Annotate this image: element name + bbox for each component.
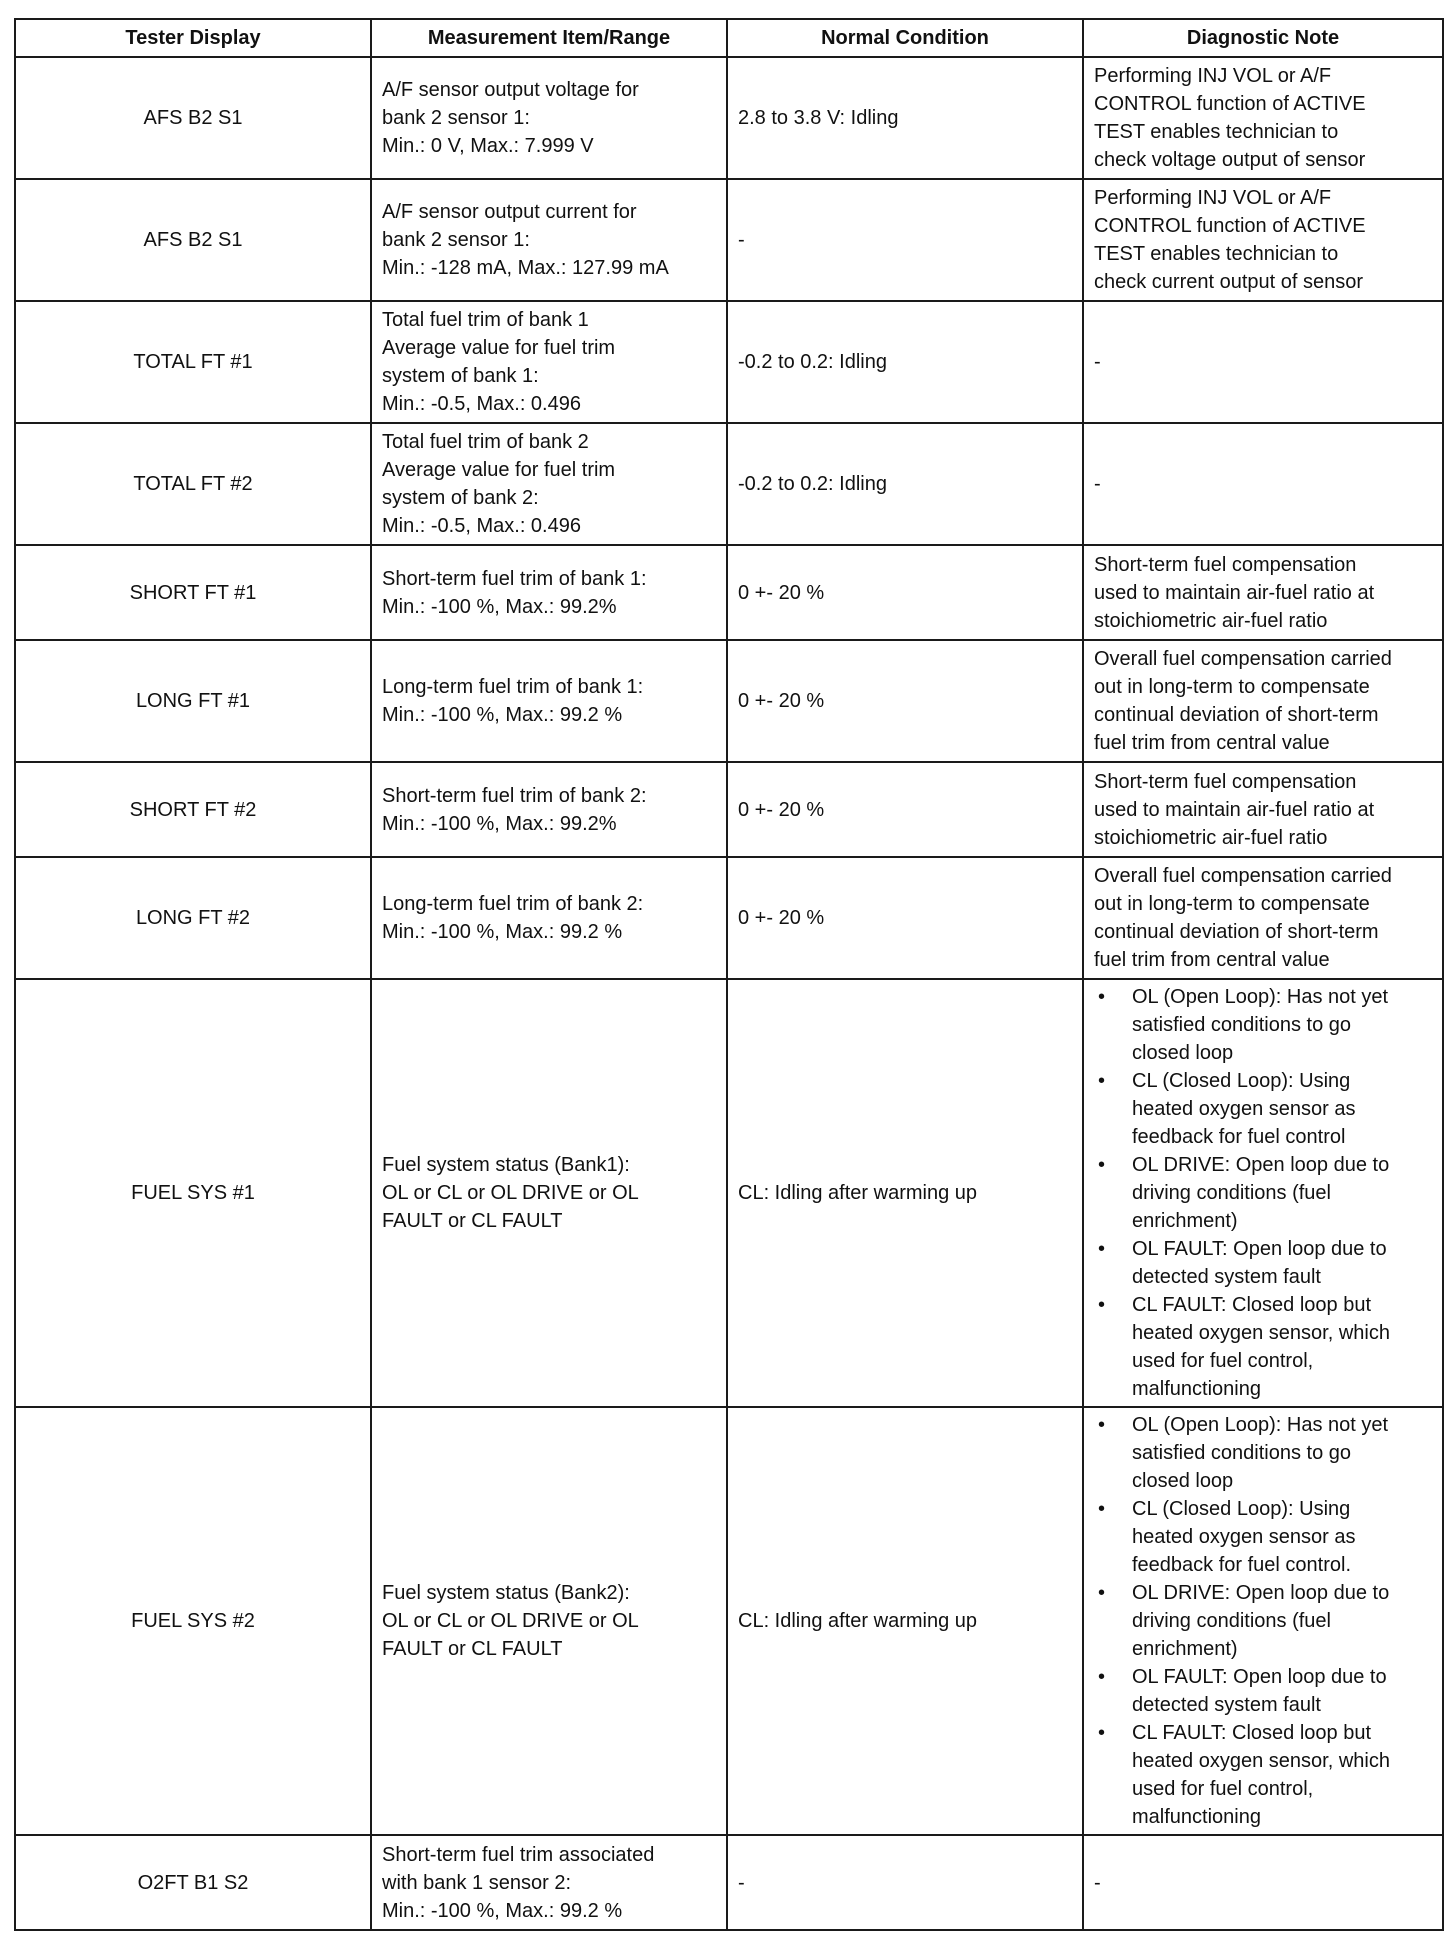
table-row bbox=[15, 301, 1443, 423]
tester-display-cell: SHORT FT #2 bbox=[15, 762, 371, 857]
bullet-item: • OL (Open Loop): Has not yet satisfied conditions to go closed loop bbox=[1094, 983, 1432, 1067]
measurement-item-cell: A/F sensor output current for bank 2 sensor 1: Min.: -128 mA, Max.: 127.99 mA bbox=[371, 179, 727, 301]
table-row bbox=[15, 1835, 1443, 1930]
bullet-item: • OL DRIVE: Open loop due to driving conditions (fuel enrichment) bbox=[1094, 1151, 1432, 1235]
table-row bbox=[15, 1407, 1443, 1835]
tester-display-cell: FUEL SYS #2 bbox=[15, 1407, 371, 1835]
tester-display-cell: AFS B2 S1 bbox=[15, 57, 371, 179]
bullet-item: • OL (Open Loop): Has not yet satisfied conditions to go closed loop bbox=[1094, 1411, 1432, 1495]
tester-display-cell: TOTAL FT #1 bbox=[15, 301, 371, 423]
normal-condition-cell: 0 +- 20 % bbox=[727, 762, 1083, 857]
normal-condition-cell: 0 +- 20 % bbox=[727, 545, 1083, 640]
tester-display-cell: TOTAL FT #2 bbox=[15, 423, 371, 545]
header-measurement-item: Measurement Item/Range bbox=[371, 19, 727, 57]
normal-condition-cell: 0 +- 20 % bbox=[727, 640, 1083, 762]
measurement-item-cell: Fuel system status (Bank2): OL or CL or OL DRIVE or OL FAULT or CL FAULT bbox=[371, 1407, 727, 1835]
normal-condition-cell: -0.2 to 0.2: Idling bbox=[727, 423, 1083, 545]
normal-condition-cell: CL: Idling after warming up bbox=[727, 979, 1083, 1407]
table-row bbox=[15, 857, 1443, 979]
bullet-item: • OL FAULT: Open loop due to detected system fault bbox=[1094, 1663, 1432, 1719]
header-normal-condition: Normal Condition bbox=[727, 19, 1083, 57]
diagnostic-note-cell: - bbox=[1083, 301, 1443, 423]
header-diagnostic-note: Diagnostic Note bbox=[1083, 19, 1443, 57]
bullet-item: • CL (Closed Loop): Using heated oxygen sensor as feedback for fuel control. bbox=[1094, 1495, 1432, 1579]
normal-condition-cell: -0.2 to 0.2: Idling bbox=[727, 301, 1083, 423]
tester-display-cell: O2FT B1 S2 bbox=[15, 1835, 371, 1930]
measurement-item-cell: Long-term fuel trim of bank 2: Min.: -100 %, Max.: 99.2 % bbox=[371, 857, 727, 979]
measurement-item-cell: A/F sensor output voltage for bank 2 sensor 1: Min.: 0 V, Max.: 7.999 V bbox=[371, 57, 727, 179]
measurement-item-cell: Short-term fuel trim of bank 2: Min.: -100 %, Max.: 99.2% bbox=[371, 762, 727, 857]
diagnostic-note-cell: Performing INJ VOL or A/F CONTROL function of ACTIVE TEST enables technician to check voltage output of sensor bbox=[1083, 57, 1443, 179]
diagnostic-note-cell bbox=[1083, 979, 1443, 1407]
diagnostic-note-cell: - bbox=[1083, 423, 1443, 545]
table-row bbox=[15, 423, 1443, 545]
table-row bbox=[15, 545, 1443, 640]
measurement-item-cell: Total fuel trim of bank 2 Average value for fuel trim system of bank 2: Min.: -0.5, Max.: 0.496 bbox=[371, 423, 727, 545]
bullet-item: • CL FAULT: Closed loop but heated oxygen sensor, which used for fuel control, malfunctioning bbox=[1094, 1719, 1432, 1831]
normal-condition-cell: 0 +- 20 % bbox=[727, 857, 1083, 979]
normal-condition-cell: CL: Idling after warming up bbox=[727, 1407, 1083, 1835]
table-row bbox=[15, 762, 1443, 857]
tester-display-cell: SHORT FT #1 bbox=[15, 545, 371, 640]
tester-display-cell: FUEL SYS #1 bbox=[15, 979, 371, 1407]
normal-condition-cell: - bbox=[727, 1835, 1083, 1930]
diagnostic-note-cell: Short-term fuel compensation used to maintain air-fuel ratio at stoichiometric air-fuel ratio bbox=[1083, 762, 1443, 857]
bullet-item: • OL FAULT: Open loop due to detected system fault bbox=[1094, 1235, 1432, 1291]
bullet-item: • CL (Closed Loop): Using heated oxygen sensor as feedback for fuel control bbox=[1094, 1067, 1432, 1151]
diagnostic-note-cell bbox=[1083, 1407, 1443, 1835]
table-row bbox=[15, 57, 1443, 179]
fuel-status-bullet-list bbox=[1094, 1411, 1432, 1831]
normal-condition-cell: - bbox=[727, 179, 1083, 301]
data-list-table bbox=[14, 18, 1444, 1931]
diagnostic-note-cell: Overall fuel compensation carried out in long-term to compensate continual deviation of short-term fuel trim from central value bbox=[1083, 640, 1443, 762]
measurement-item-cell: Long-term fuel trim of bank 1: Min.: -100 %, Max.: 99.2 % bbox=[371, 640, 727, 762]
normal-condition-cell: 2.8 to 3.8 V: Idling bbox=[727, 57, 1083, 179]
fuel-status-bullet-list bbox=[1094, 983, 1432, 1403]
table-row bbox=[15, 979, 1443, 1407]
measurement-item-cell: Fuel system status (Bank1): OL or CL or OL DRIVE or OL FAULT or CL FAULT bbox=[371, 979, 727, 1407]
table-row bbox=[15, 179, 1443, 301]
diagnostic-note-cell: Performing INJ VOL or A/F CONTROL function of ACTIVE TEST enables technician to check current output of sensor bbox=[1083, 179, 1443, 301]
tester-display-cell: LONG FT #2 bbox=[15, 857, 371, 979]
table-row bbox=[15, 640, 1443, 762]
diagnostic-note-cell: Short-term fuel compensation used to maintain air-fuel ratio at stoichiometric air-fuel ratio bbox=[1083, 545, 1443, 640]
tester-display-cell: LONG FT #1 bbox=[15, 640, 371, 762]
measurement-item-cell: Short-term fuel trim of bank 1: Min.: -100 %, Max.: 99.2% bbox=[371, 545, 727, 640]
bullet-item: • OL DRIVE: Open loop due to driving conditions (fuel enrichment) bbox=[1094, 1579, 1432, 1663]
measurement-item-cell: Total fuel trim of bank 1 Average value for fuel trim system of bank 1: Min.: -0.5, Max.: 0.496 bbox=[371, 301, 727, 423]
bullet-item: • CL FAULT: Closed loop but heated oxygen sensor, which used for fuel control, malfunctioning bbox=[1094, 1291, 1432, 1403]
header-tester-display: Tester Display bbox=[15, 19, 371, 57]
diagnostic-note-cell: - bbox=[1083, 1835, 1443, 1930]
diagnostic-note-cell: Overall fuel compensation carried out in long-term to compensate continual deviation of short-term fuel trim from central value bbox=[1083, 857, 1443, 979]
measurement-item-cell: Short-term fuel trim associated with bank 1 sensor 2: Min.: -100 %, Max.: 99.2 % bbox=[371, 1835, 727, 1930]
header-row bbox=[15, 19, 1443, 57]
tester-display-cell: AFS B2 S1 bbox=[15, 179, 371, 301]
